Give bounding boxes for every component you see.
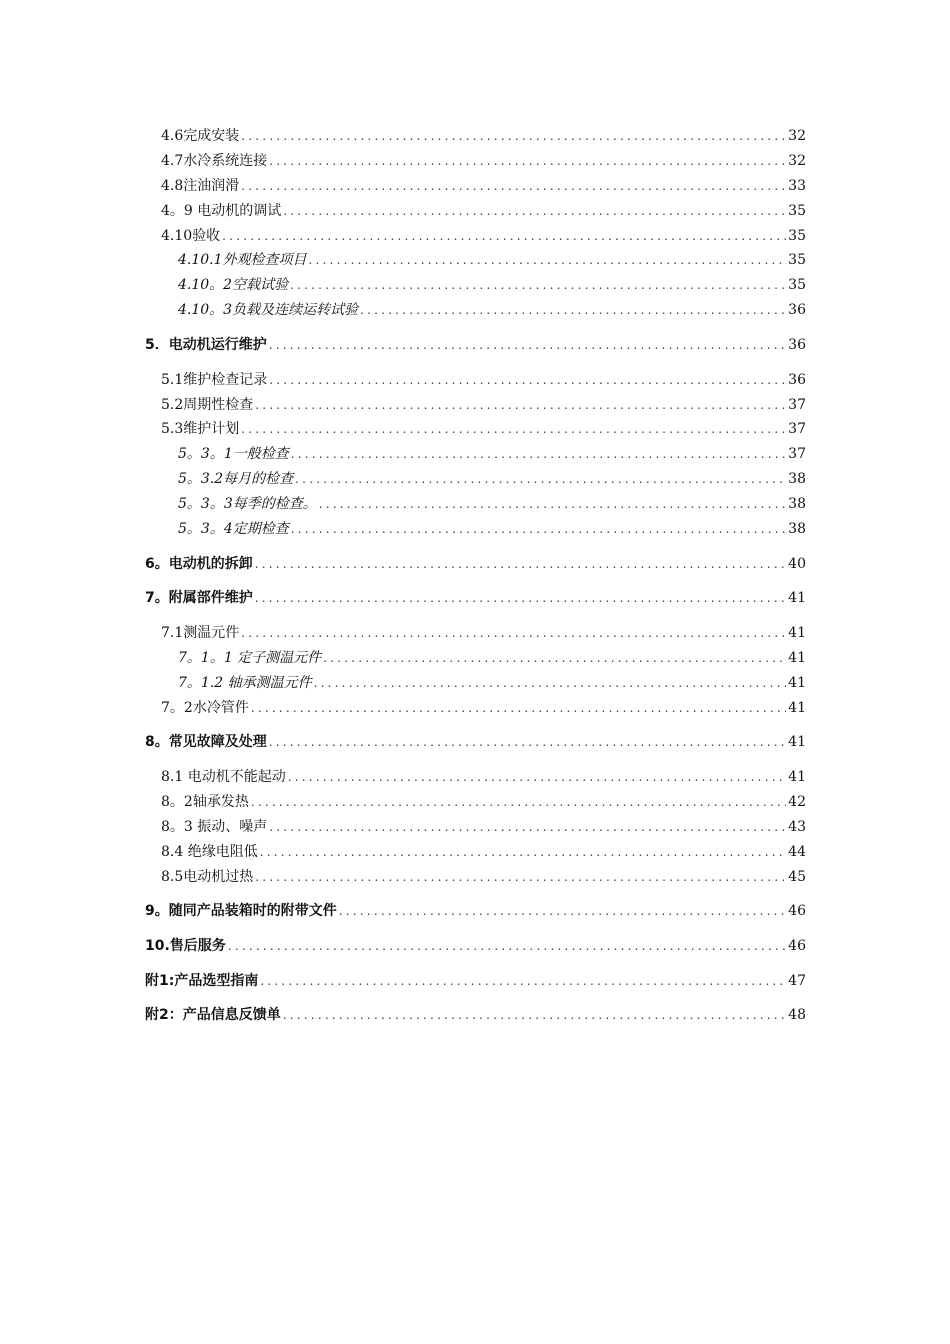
toc-dot-leader bbox=[249, 790, 786, 815]
toc-entry-title: 5。3。3每季的检查。 bbox=[178, 496, 317, 513]
toc-entry[interactable] bbox=[145, 696, 806, 721]
toc-entry[interactable] bbox=[145, 467, 806, 492]
toc-dot-leader bbox=[226, 934, 786, 959]
toc-page-number: 35 bbox=[788, 252, 806, 269]
toc-entry[interactable] bbox=[145, 248, 806, 273]
toc-page-number: 38 bbox=[788, 471, 806, 488]
toc-page-number: 41 bbox=[788, 674, 806, 691]
toc-page-number: 47 bbox=[788, 972, 806, 989]
toc-entry[interactable] bbox=[145, 199, 806, 224]
toc-entry[interactable] bbox=[145, 552, 806, 577]
toc-entry[interactable] bbox=[145, 517, 806, 542]
toc-entry-title: 5。3。4定期检查 bbox=[178, 520, 289, 537]
toc-entry-title: 7。附属部件维护 bbox=[145, 590, 253, 607]
toc-entry[interactable] bbox=[145, 969, 806, 994]
toc-entry[interactable] bbox=[145, 298, 806, 323]
toc-entry-title: 7.1测温元件 bbox=[161, 625, 240, 642]
toc-entry[interactable] bbox=[145, 124, 806, 149]
toc-entry-title: 4.10验收 bbox=[161, 227, 221, 244]
toc-dot-leader bbox=[289, 442, 786, 467]
toc-entry[interactable] bbox=[145, 273, 806, 298]
toc-page-number: 36 bbox=[788, 371, 806, 388]
toc-dot-leader bbox=[258, 840, 786, 865]
toc-entry-title: 附2：产品信息反馈单 bbox=[145, 1007, 281, 1024]
toc-dot-leader bbox=[253, 393, 786, 418]
toc-page-number: 41 bbox=[788, 649, 806, 666]
toc-entry-title: 5.1维护检查记录 bbox=[161, 371, 268, 388]
toc-dot-leader bbox=[321, 646, 786, 671]
toc-entry-title: 10.售后服务 bbox=[145, 938, 226, 954]
toc-entry[interactable] bbox=[145, 671, 806, 696]
toc-dot-leader bbox=[267, 368, 786, 393]
toc-entry[interactable] bbox=[145, 1003, 806, 1028]
toc-dot-leader bbox=[281, 199, 786, 224]
toc-dot-leader bbox=[358, 298, 786, 323]
toc-dot-leader bbox=[317, 492, 786, 517]
toc-page-number: 36 bbox=[788, 336, 806, 353]
toc-entry-title: 6。电动机的拆卸 bbox=[145, 555, 253, 572]
toc-entry-title: 5。3.2每月的检查 bbox=[178, 471, 294, 488]
toc-entry[interactable] bbox=[145, 333, 806, 358]
toc-entry[interactable] bbox=[145, 765, 806, 790]
toc-page-number: 37 bbox=[788, 446, 806, 463]
toc-page-number: 37 bbox=[788, 396, 806, 413]
toc-page-number: 46 bbox=[788, 938, 806, 954]
toc-entry-title: 5．电动机运行维护 bbox=[145, 336, 267, 353]
toc-entry-title: 附1:产品选型指南 bbox=[145, 972, 259, 989]
toc-dot-leader bbox=[312, 671, 786, 696]
toc-dot-leader bbox=[239, 417, 786, 442]
toc-entry[interactable] bbox=[145, 368, 806, 393]
toc-entry-title: 7。2水冷管件 bbox=[161, 699, 249, 716]
toc-page-number: 41 bbox=[788, 590, 806, 607]
toc-entry[interactable] bbox=[145, 442, 806, 467]
toc-entry[interactable] bbox=[145, 790, 806, 815]
toc-entry-title: 8.5电动机过热 bbox=[161, 868, 254, 885]
toc-dot-leader bbox=[286, 765, 786, 790]
toc-dot-leader bbox=[253, 586, 786, 611]
toc-entry-title: 5.2周期性检查 bbox=[161, 396, 254, 413]
toc-dot-leader bbox=[288, 273, 786, 298]
toc-dot-leader bbox=[253, 865, 786, 890]
toc-dot-leader bbox=[249, 696, 786, 721]
toc-entry[interactable] bbox=[145, 492, 806, 517]
toc-dot-leader bbox=[281, 1003, 786, 1028]
toc-entry-title: 4。9 电动机的调试 bbox=[161, 202, 282, 219]
toc-entry[interactable] bbox=[145, 840, 806, 865]
toc-page-number: 41 bbox=[788, 625, 806, 642]
toc-page-number: 44 bbox=[788, 843, 806, 860]
toc-entry[interactable] bbox=[145, 646, 806, 671]
table-of-contents bbox=[145, 124, 806, 1028]
toc-page-number: 37 bbox=[788, 421, 806, 438]
toc-entry[interactable] bbox=[145, 224, 806, 249]
toc-entry-title: 4.7水冷系统连接 bbox=[161, 152, 268, 169]
toc-dot-leader bbox=[267, 815, 786, 840]
toc-entry-title: 5。3。1一般检查 bbox=[178, 446, 289, 463]
toc-entry-title: 9。随同产品装箱时的附带文件 bbox=[145, 903, 337, 920]
toc-entry-title: 4.10.1外观检查项目 bbox=[178, 252, 307, 269]
toc-page-number: 32 bbox=[788, 128, 806, 144]
toc-entry[interactable] bbox=[145, 586, 806, 611]
toc-entry[interactable] bbox=[145, 149, 806, 174]
toc-entry[interactable] bbox=[145, 865, 806, 890]
toc-dot-leader bbox=[239, 621, 786, 646]
toc-page-number: 45 bbox=[788, 868, 806, 885]
toc-dot-leader bbox=[267, 333, 786, 358]
toc-dot-leader bbox=[267, 149, 786, 174]
toc-entry-title: 7。1.2 轴承测温元件 bbox=[178, 674, 312, 691]
toc-dot-leader bbox=[293, 467, 786, 492]
toc-entry[interactable] bbox=[145, 621, 806, 646]
toc-entry-title: 8。常见故障及处理 bbox=[145, 734, 267, 751]
toc-page-number: 46 bbox=[788, 903, 806, 920]
toc-entry-title: 8.1 电动机不能起动 bbox=[161, 769, 286, 786]
toc-dot-leader bbox=[239, 174, 786, 199]
toc-entry-title: 4.6完成安装 bbox=[161, 128, 240, 144]
toc-page-number: 36 bbox=[788, 302, 806, 319]
toc-dot-leader bbox=[239, 124, 786, 149]
toc-dot-leader bbox=[267, 730, 786, 755]
toc-entry[interactable] bbox=[145, 393, 806, 418]
toc-page-number: 32 bbox=[788, 152, 806, 169]
toc-entry-title: 4.8注油润滑 bbox=[161, 177, 240, 194]
toc-dot-leader bbox=[220, 224, 786, 249]
toc-page-number: 40 bbox=[788, 555, 806, 572]
toc-page-number: 35 bbox=[788, 202, 806, 219]
toc-dot-leader bbox=[253, 552, 786, 577]
toc-entry-title: 7。1。1 定子测温元件 bbox=[178, 649, 322, 666]
toc-entry-title: 5.3维护计划 bbox=[161, 421, 240, 438]
toc-entry[interactable] bbox=[145, 417, 806, 442]
toc-entry-title: 8.4 绝缘电阻低 bbox=[161, 843, 258, 860]
toc-dot-leader bbox=[337, 899, 786, 924]
toc-page-number: 42 bbox=[788, 793, 806, 810]
toc-entry[interactable] bbox=[145, 934, 806, 959]
toc-page-number: 33 bbox=[788, 177, 806, 194]
toc-dot-leader bbox=[258, 969, 786, 994]
toc-page-number: 35 bbox=[788, 277, 806, 294]
toc-page-number: 43 bbox=[788, 818, 806, 835]
toc-dot-leader bbox=[289, 517, 786, 542]
toc-page-number: 48 bbox=[788, 1007, 806, 1024]
toc-dot-leader bbox=[307, 248, 786, 273]
toc-entry[interactable] bbox=[145, 730, 806, 755]
toc-entry-title: 8。2轴承发热 bbox=[161, 793, 249, 810]
toc-page-number: 38 bbox=[788, 496, 806, 513]
toc-entry-title: 4.10。3负载及连续运转试验 bbox=[178, 302, 359, 319]
toc-page-number: 35 bbox=[788, 227, 806, 244]
toc-entry[interactable] bbox=[145, 899, 806, 924]
toc-page-number: 41 bbox=[788, 699, 806, 716]
toc-entry[interactable] bbox=[145, 174, 806, 199]
toc-page-number: 41 bbox=[788, 734, 806, 751]
toc-page-number: 41 bbox=[788, 769, 806, 786]
toc-entry-title: 4.10。2空载试验 bbox=[178, 277, 289, 294]
toc-entry[interactable] bbox=[145, 815, 806, 840]
toc-entry-title: 8。3 振动、噪声 bbox=[161, 818, 268, 835]
toc-page-number: 38 bbox=[788, 520, 806, 537]
